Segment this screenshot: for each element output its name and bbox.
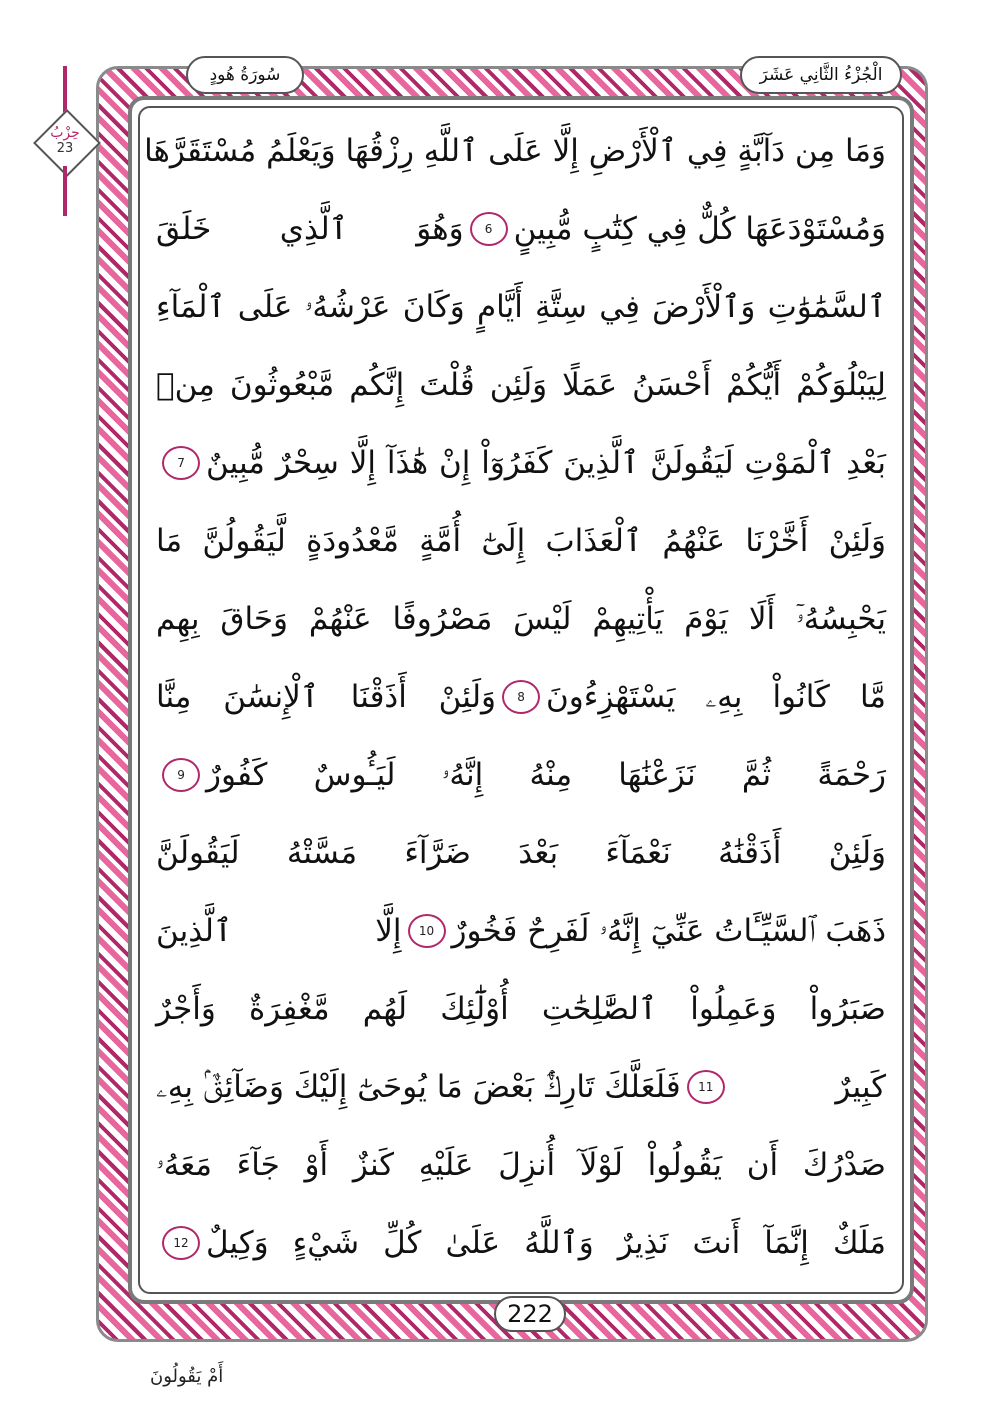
text-line-7 [150, 580, 892, 658]
ayah-number-marker: 6 [470, 212, 508, 246]
line-text: وَلَئِنْ أَخَّرْنَا عَنْهُمُ ٱلْعَذَابَ إِلَىٰٓ أُمَّةٍ مَّعْدُودَةٍ لَّيَقُولُنَّ مَا [156, 523, 886, 559]
line-text: مَلَكٌ إِنَّمَآ أَنتَ نَذِيرٌ وَٱللَّهُ عَلَىٰ كُلِّ شَيْءٍ وَكِيلٌ [206, 1225, 886, 1261]
line-text: وَمُسْتَوْدَعَهَا كُلٌّ فِي كِتَٰبٍ مُّبِينٍ [513, 211, 886, 247]
ayah-number-marker: 12 [162, 1226, 200, 1260]
hizb-medallion [36, 66, 94, 216]
ayah-number-marker: 11 [687, 1070, 725, 1104]
ornament-stem-bottom [63, 166, 67, 216]
line-text: يَحْبِسُهُۥٓ أَلَا يَوْمَ يَأْتِيهِمْ لَيْسَ مَصْرُوفًا عَنْهُمْ وَحَاقَ بِهِم [156, 600, 886, 637]
text-line-10 [150, 814, 892, 892]
text-line-15 [150, 1204, 892, 1282]
hizb-label [50, 125, 80, 157]
text-line-2 [150, 190, 892, 268]
text-line-9 [150, 736, 892, 814]
text-line-6 [150, 502, 892, 580]
text-line-11 [150, 892, 892, 970]
line-text: ٱلسَّمَٰوَٰتِ وَٱلْأَرْضَ فِي سِتَّةِ أَيَّامٍ وَكَانَ عَرْشُهُۥ عَلَى ٱلْمَآءِ [156, 288, 886, 325]
surah-name-header: سُورَةُ هُودٍ [186, 56, 304, 94]
text-line-3 [150, 268, 892, 346]
juz-name-header: الْجُزْءُ الثَّانِي عَشَرَ [740, 56, 902, 94]
line-text: مَّا كَانُواْ بِهِۦ يَسْتَهْزِءُونَ [546, 678, 886, 715]
line-text: صَبَرُواْ وَعَمِلُواْ ٱلصَّٰلِحَٰتِ أُوْلَٰٓئِكَ لَهُم مَّغْفِرَةٌ وَأَجْرٌ [156, 991, 886, 1027]
ayah-number-marker: 10 [408, 914, 446, 948]
ayah-number-marker: 7 [162, 446, 200, 480]
text-line-4 [150, 346, 892, 424]
line-text: وَلَئِنْ أَذَقْنَٰهُ نَعْمَآءَ بَعْدَ ضَرَّآءَ مَسَّتْهُ لَيَقُولَنَّ [156, 835, 886, 871]
text-line-13 [150, 1048, 892, 1126]
line-text: كَبِيرٌ [835, 1069, 886, 1105]
text-line-8 [150, 658, 892, 736]
text-line-14 [150, 1126, 892, 1204]
catchword: أَمْ يَقُولُونَ [150, 1366, 224, 1387]
line-text-continued: فَلَعَلَّكَ تَارِكٌۢ بَعْضَ مَا يُوحَىٰٓ إِلَيْكَ وَضَآئِقٌۢ بِهِۦ [156, 1068, 681, 1105]
text-line-1 [144, 112, 892, 190]
page-number: 222 [494, 1296, 566, 1332]
line-text: ذَهَبَ ٱلسَّيِّـَٔاتُ عَنِّيٓ إِنَّهُۥ لَفَرِحٌ فَخُورٌ [451, 912, 886, 949]
hizb-word: حِزْبُ [50, 125, 80, 141]
line-text: لِيَبْلُوَكُمْ أَيُّكُمْ أَحْسَنُ عَمَلًا وَلَئِن قُلْتَ إِنَّكُم مَّبْعُوثُونَ مِنۢ [156, 367, 886, 403]
line-text-continued: وَهُوَ ٱلَّذِي خَلَقَ [156, 211, 464, 247]
quran-text-area [144, 112, 892, 1282]
ayah-number-marker: 9 [162, 758, 200, 792]
line-text: صَدْرُكَ أَن يَقُولُواْ لَوْلَآ أُنزِلَ عَلَيْهِ كَنزٌ أَوْ جَآءَ مَعَهُۥ [156, 1146, 886, 1183]
line-text: رَحْمَةً ثُمَّ نَزَعْنَٰهَا مِنْهُ إِنَّهُۥ لَيَـُٔوسٌ كَفُورٌ [206, 756, 886, 793]
line-text-continued: إِلَّا ٱلَّذِينَ [156, 913, 402, 949]
hizb-number: 23 [56, 141, 74, 156]
line-text: وَمَا مِن دَآبَّةٍ فِي ٱلْأَرْضِ إِلَّا عَلَى ٱللَّهِ رِزْقُهَا وَيَعْلَمُ مُسْتَقَرَّهَا [144, 133, 886, 169]
line-text-continued: وَلَئِنْ أَذَقْنَا ٱلْإِنسَٰنَ مِنَّا [156, 679, 496, 715]
line-text: بَعْدِ ٱلْمَوْتِ لَيَقُولَنَّ ٱلَّذِينَ كَفَرُوٓاْ إِنْ هَٰذَآ إِلَّا سِحْرٌ مُّبِينٌ [206, 445, 886, 481]
ayah-number-marker: 8 [502, 680, 540, 714]
text-line-12 [150, 970, 892, 1048]
text-line-5 [150, 424, 892, 502]
